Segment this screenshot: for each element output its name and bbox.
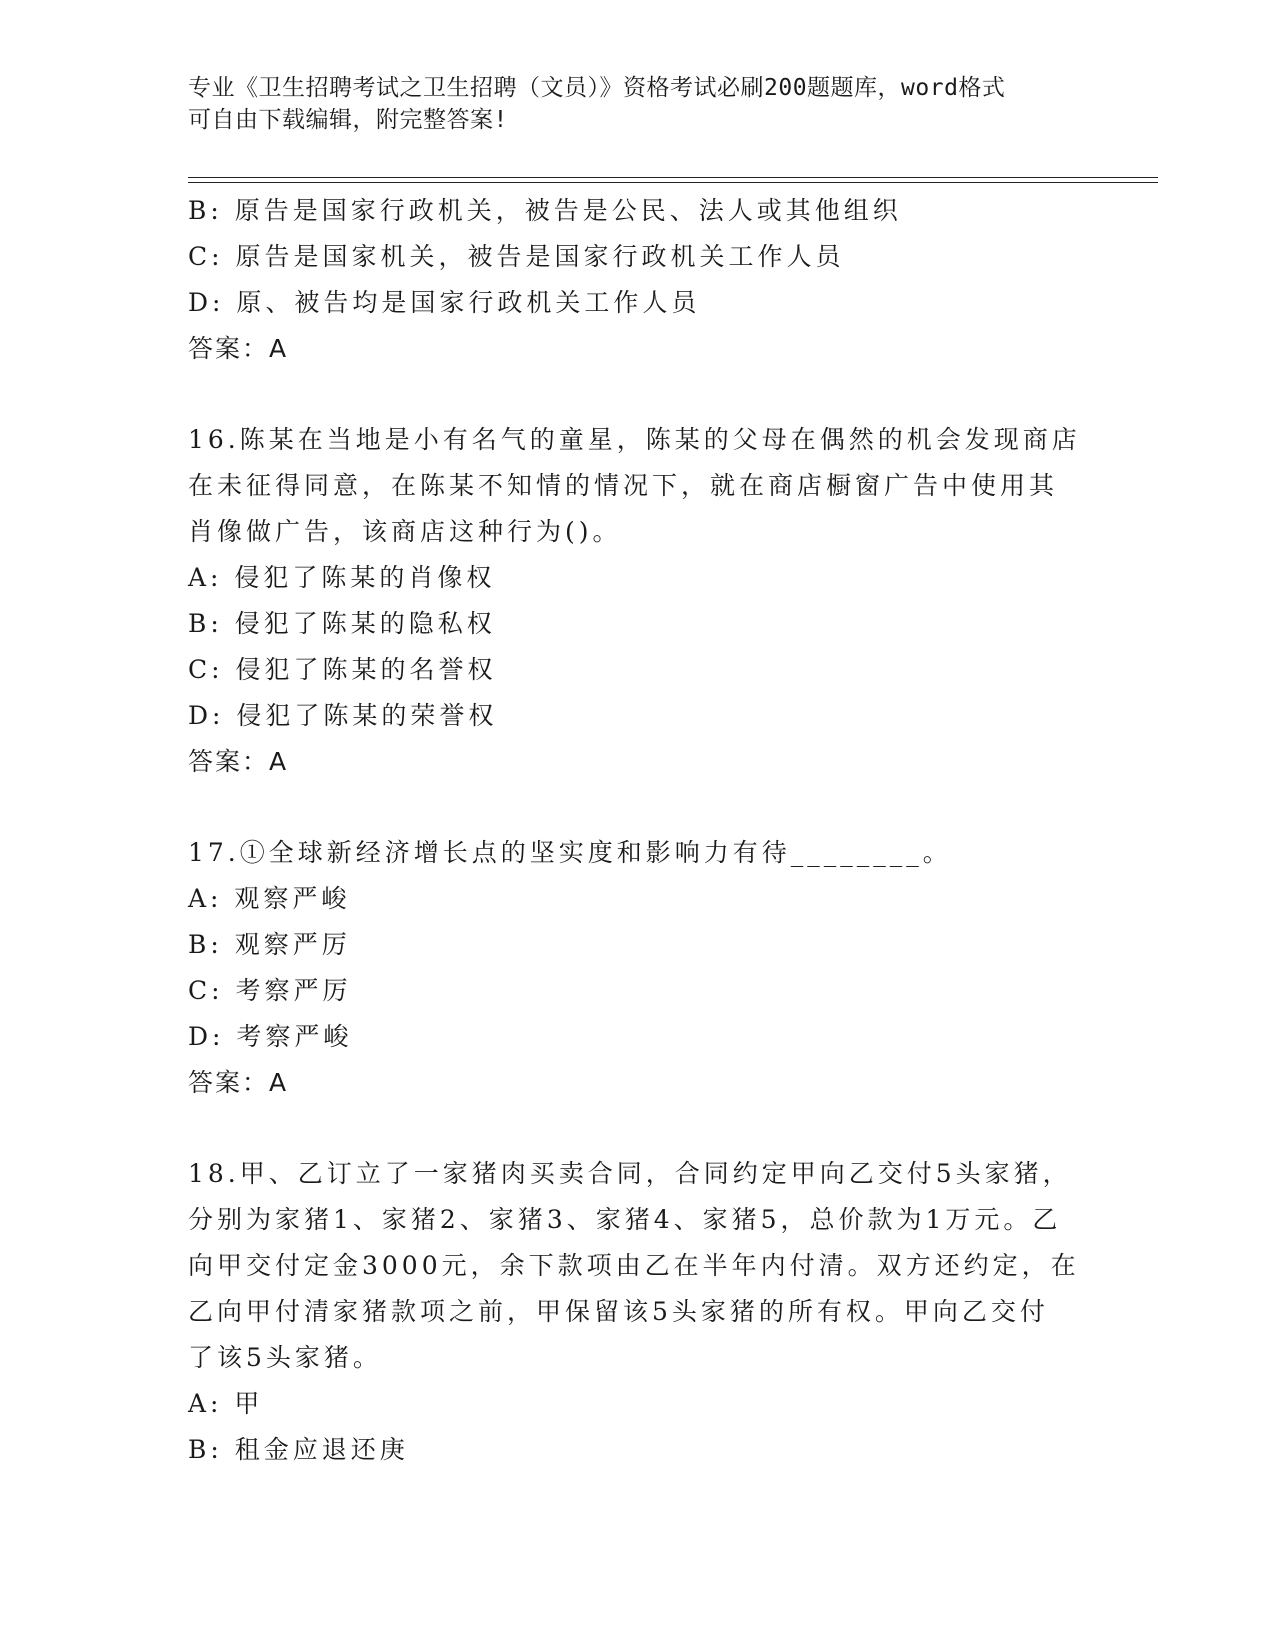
- q15-option-b: B: 原告是国家行政机关，被告是公民、法人或其他组织: [188, 196, 902, 225]
- q15-answer: 答案：A: [188, 334, 289, 363]
- q16-option-c: C: 侵犯了陈某的名誉权: [188, 655, 497, 684]
- header-title-line-2: 可自由下载编辑，附完整答案!: [188, 107, 508, 133]
- question-18: [188, 1151, 1088, 1473]
- q16-text-line-1: 16.陈某在当地是小有名气的童星，陈某的父母在偶然的机会发现商店: [188, 425, 1081, 454]
- q18-option-b: B: 租金应退还庚: [188, 1435, 409, 1464]
- question-content: [188, 188, 1088, 1473]
- q17-option-b: B: 观察严厉: [188, 930, 351, 959]
- q18-text-line-5: 了该5头家猪。: [188, 1343, 382, 1372]
- q18-text-line-3: 向甲交付定金3000元，余下款项由乙在半年内付清。双方还约定，在: [188, 1251, 1080, 1280]
- q15-option-c: C: 原告是国家机关，被告是国家行政机关工作人员: [188, 242, 845, 271]
- q16-answer: 答案：A: [188, 747, 289, 776]
- header-title-line-1: 专业《卫生招聘考试之卫生招聘（文员）》资格考试必刷200题题库，word格式: [188, 75, 1006, 101]
- question-17: [188, 830, 1088, 1106]
- q17-option-d: D: 考察严峻: [188, 1022, 353, 1051]
- q18-text-line-1: 18.甲、乙订立了一家猪肉买卖合同，合同约定甲向乙交付5头家猪，: [188, 1159, 1072, 1188]
- header-divider-bottom: [188, 182, 1158, 183]
- q18-text-line-2: 分别为家猪1、家猪2、家猪3、家猪4、家猪5，总价款为1万元。乙: [188, 1205, 1062, 1234]
- q15-option-d: D: 原、被告均是国家行政机关工作人员: [188, 288, 701, 317]
- q16-option-a: A: 侵犯了陈某的肖像权: [188, 563, 496, 592]
- spacer: [188, 372, 1088, 417]
- question-16: [188, 417, 1088, 785]
- spacer: [188, 1106, 1088, 1151]
- q17-answer: 答案：A: [188, 1068, 289, 1097]
- q18-option-a: A: 甲: [188, 1389, 264, 1418]
- q16-option-d: D: 侵犯了陈某的荣誉权: [188, 701, 498, 730]
- q17-option-a: A: 观察严峻: [188, 884, 351, 913]
- q16-option-b: B: 侵犯了陈某的隐私权: [188, 609, 496, 638]
- page-header: [188, 72, 1088, 136]
- q16-text-line-3: 肖像做广告，该商店这种行为()。: [188, 517, 622, 546]
- header-divider-top: [188, 177, 1158, 178]
- spacer: [188, 785, 1088, 830]
- q17-option-c: C: 考察严厉: [188, 976, 352, 1005]
- q18-text-line-4: 乙向甲付清家猪款项之前，甲保留该5头家猪的所有权。甲向乙交付: [188, 1297, 1049, 1326]
- q17-text-line-1: 17.①全球新经济增长点的坚实度和影响力有待________。: [188, 838, 952, 867]
- q16-text-line-2: 在未征得同意，在陈某不知情的情况下，就在商店橱窗广告中使用其: [188, 471, 1059, 500]
- question-15: [188, 188, 1088, 372]
